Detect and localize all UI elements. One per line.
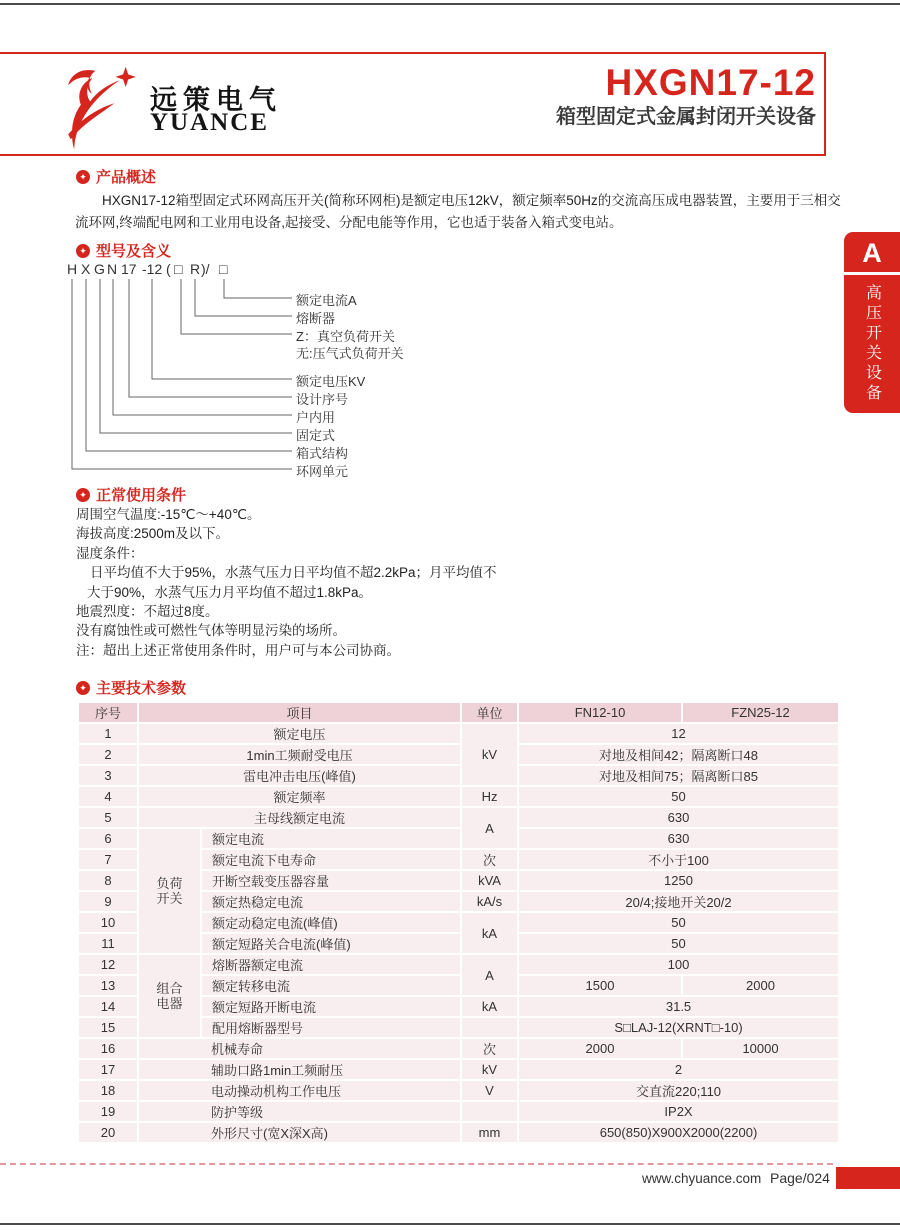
table-row	[78, 1122, 839, 1143]
row-no: 11	[78, 933, 138, 954]
row-item: 1min工频耐受电压	[138, 744, 461, 765]
model-code-part: G	[94, 261, 105, 277]
row-unit: 次	[461, 1038, 518, 1059]
row-no: 3	[78, 765, 138, 786]
row-unit: A	[461, 954, 518, 996]
model-meaning-label: Z：真空负荷开关	[296, 329, 395, 344]
condition-line: 湿度条件：	[76, 545, 144, 561]
row-value: 20/4;接地开关20/2	[518, 891, 839, 912]
company-name-en: YUANCE	[150, 109, 269, 136]
row-value-fzn25: 2000	[682, 975, 839, 996]
row-value: 50	[518, 786, 839, 807]
table-row	[78, 1101, 839, 1122]
page-header	[0, 52, 826, 156]
row-value: 2	[518, 1059, 839, 1080]
model-meaning-label: 环网单元	[296, 464, 349, 479]
model-code-part: (	[166, 261, 171, 277]
row-item: 额定转移电流	[201, 975, 461, 996]
row-value: 630	[518, 828, 839, 849]
star-badge-icon: ✦	[76, 170, 90, 184]
side-tab-category-label: 高压开关设备	[863, 284, 881, 404]
row-value: S□LAJ-12(XRNT□-10)	[518, 1017, 839, 1038]
model-meaning-label: 设计序号	[296, 392, 349, 407]
row-no: 12	[78, 954, 138, 975]
row-item: 开断空载变压器容量	[201, 870, 461, 891]
section-params-title: 主要技术参数	[96, 680, 187, 697]
side-tab-category	[844, 275, 900, 413]
row-value: IP2X	[518, 1101, 839, 1122]
side-tab-letter: A	[844, 232, 900, 272]
col-header-fn12: FN12-10	[518, 702, 682, 723]
product-title-block	[556, 62, 816, 130]
model-code-part: □	[174, 261, 183, 277]
row-no: 6	[78, 828, 138, 849]
row-item: 辅助口路1min工频耐压	[138, 1059, 461, 1080]
row-unit: mm	[461, 1122, 518, 1143]
row-value: 对地及相间42；隔离断口48	[518, 744, 839, 765]
star-badge-icon: ✦	[76, 681, 90, 695]
section-conditions-heading	[76, 484, 186, 505]
condition-line: 注：超出上述正常使用条件时，用户可与本公司协商。	[76, 642, 400, 658]
table-row	[78, 954, 839, 975]
row-group: 组合电器	[138, 954, 201, 1038]
model-meaning-label: 户内用	[296, 410, 336, 425]
row-item: 额定热稳定电流	[201, 891, 461, 912]
row-value-fzn25: 10000	[682, 1038, 839, 1059]
row-value: 650(850)X900X2000(2200)	[518, 1122, 839, 1143]
condition-line: 海拔高度:2500m及以下。	[76, 526, 230, 542]
col-header-unit: 单位	[461, 702, 518, 723]
row-value: 31.5	[518, 996, 839, 1017]
model-code-part: □	[219, 261, 228, 277]
model-meaning-label: 额定电压KV	[296, 374, 366, 389]
row-no: 18	[78, 1080, 138, 1101]
table-row	[78, 1080, 839, 1101]
model-diagram-connector-lines	[0, 279, 480, 479]
model-meaning-label: 无:压气式负荷开关	[296, 346, 404, 361]
row-no: 15	[78, 1017, 138, 1038]
star-badge-icon: ✦	[76, 244, 90, 258]
footer-red-block	[836, 1167, 900, 1189]
row-no: 14	[78, 996, 138, 1017]
row-item: 额定频率	[138, 786, 461, 807]
row-item: 额定短路开断电流	[201, 996, 461, 1017]
row-value-fn12: 2000	[518, 1038, 682, 1059]
col-header-item: 项目	[138, 702, 461, 723]
row-unit: V	[461, 1080, 518, 1101]
row-item: 熔断器额定电流	[201, 954, 461, 975]
model-code-part: X	[81, 261, 91, 277]
section-conditions-title: 正常使用条件	[96, 487, 187, 504]
model-meaning-label: 熔断器	[296, 311, 336, 326]
row-unit: kVA	[461, 870, 518, 891]
row-no: 2	[78, 744, 138, 765]
model-code-part: 17	[121, 261, 137, 277]
table-header-row	[78, 702, 839, 723]
col-header-no: 序号	[78, 702, 138, 723]
row-item: 雷电冲击电压(峰值)	[138, 765, 461, 786]
row-no: 10	[78, 912, 138, 933]
row-value: 50	[518, 912, 839, 933]
model-code-part: -12	[142, 261, 163, 277]
model-code-part: N	[107, 261, 118, 277]
bottom-rule	[0, 1223, 900, 1225]
row-value: 1250	[518, 870, 839, 891]
product-subtitle: 箱型固定式金属封闭开关设备	[556, 106, 816, 128]
company-logo-icon	[64, 66, 140, 152]
model-code-part: H	[67, 261, 78, 277]
row-no: 4	[78, 786, 138, 807]
row-item: 电动操动机构工作电压	[138, 1080, 461, 1101]
row-group: 负荷开关	[138, 828, 201, 954]
table-row	[78, 1059, 839, 1080]
row-item: 配用熔断器型号	[201, 1017, 461, 1038]
condition-line: 没有腐蚀性或可燃性气体等明显污染的场所。	[76, 623, 346, 639]
row-value: 不小于100	[518, 849, 839, 870]
condition-line: 大于90%，水蒸气压力月平均值不超过1.8kPa。	[87, 584, 373, 600]
logo-star-icon	[116, 67, 136, 87]
tech-params-table	[77, 701, 840, 1144]
section-overview-title: 产品概述	[96, 169, 157, 186]
section-model-heading	[76, 240, 171, 261]
row-no: 8	[78, 870, 138, 891]
footer-page-number: Page/024	[770, 1170, 830, 1186]
top-rule	[0, 3, 900, 5]
row-item: 机械寿命	[138, 1038, 461, 1059]
row-unit: kA/s	[461, 891, 518, 912]
section-model-title: 型号及含义	[96, 243, 172, 260]
row-no: 19	[78, 1101, 138, 1122]
model-meaning-label: 额定电流A	[296, 293, 357, 308]
row-value: 12	[518, 723, 839, 744]
row-no: 13	[78, 975, 138, 996]
row-item: 额定电流	[201, 828, 461, 849]
table-row	[78, 807, 839, 828]
col-header-fzn25: FZN25-12	[682, 702, 839, 723]
row-no: 17	[78, 1059, 138, 1080]
row-unit: kA	[461, 912, 518, 954]
condition-line: 地震烈度：不超过8度。	[76, 604, 219, 620]
company-name-cn: 远策电气	[150, 85, 282, 115]
row-item: 额定动稳定电流(峰值)	[201, 912, 461, 933]
row-value: 100	[518, 954, 839, 975]
row-unit: kV	[461, 723, 518, 786]
conditions-list	[76, 505, 497, 660]
row-unit: A	[461, 807, 518, 849]
model-code-part: )/	[201, 261, 210, 277]
condition-line: 周围空气温度:-15℃～+40℃。	[76, 507, 261, 522]
row-no: 5	[78, 807, 138, 828]
row-no: 20	[78, 1122, 138, 1143]
row-unit: kV	[461, 1059, 518, 1080]
section-params-heading	[76, 677, 186, 698]
table-row	[78, 786, 839, 807]
row-item: 额定短路关合电流(峰值)	[201, 933, 461, 954]
table-row	[78, 723, 839, 744]
table-row	[78, 1038, 839, 1059]
model-code-part: R	[190, 261, 201, 277]
row-item: 外形尺寸(宽X深X高)	[138, 1122, 461, 1143]
row-unit	[461, 1101, 518, 1122]
row-no: 16	[78, 1038, 138, 1059]
section-overview-heading	[76, 166, 156, 187]
row-value-fn12: 1500	[518, 975, 682, 996]
row-unit	[461, 1017, 518, 1038]
row-item: 额定电流下电寿命	[201, 849, 461, 870]
row-no: 9	[78, 891, 138, 912]
row-value: 对地及相间75；隔离断口85	[518, 765, 839, 786]
dashed-divider	[0, 1163, 833, 1165]
row-item: 主母线额定电流	[138, 807, 461, 828]
row-unit: Hz	[461, 786, 518, 807]
row-value: 交直流220;110	[518, 1080, 839, 1101]
row-item: 额定电压	[138, 723, 461, 744]
overview-paragraph: HXGN17-12箱型固定式环网高压开关(简称环网柜)是额定电压12kV，额定频率50Hz的交流高压成电器装置，主要用于三相交流环网,终端配电网和工业用电设备,起接受、分配电能等作用，它也适于装备入箱式变电站。	[75, 193, 841, 230]
footer-website: www.chyuance.com	[642, 1171, 762, 1186]
condition-line: 日平均值不大于95%，水蒸气压力日平均值不超2.2kPa；月平均值不	[90, 565, 497, 581]
row-item: 防护等级	[138, 1101, 461, 1122]
table-row	[78, 828, 839, 849]
row-value: 50	[518, 933, 839, 954]
product-model: HXGN17-12	[605, 62, 816, 103]
row-value: 630	[518, 807, 839, 828]
table-row	[78, 744, 839, 765]
row-unit: 次	[461, 849, 518, 870]
star-badge-icon: ✦	[76, 488, 90, 502]
model-meaning-label: 箱式结构	[296, 446, 349, 461]
model-meaning-label: 固定式	[296, 428, 336, 443]
table-row	[78, 765, 839, 786]
row-no: 7	[78, 849, 138, 870]
row-unit: kA	[461, 996, 518, 1017]
row-no: 1	[78, 723, 138, 744]
